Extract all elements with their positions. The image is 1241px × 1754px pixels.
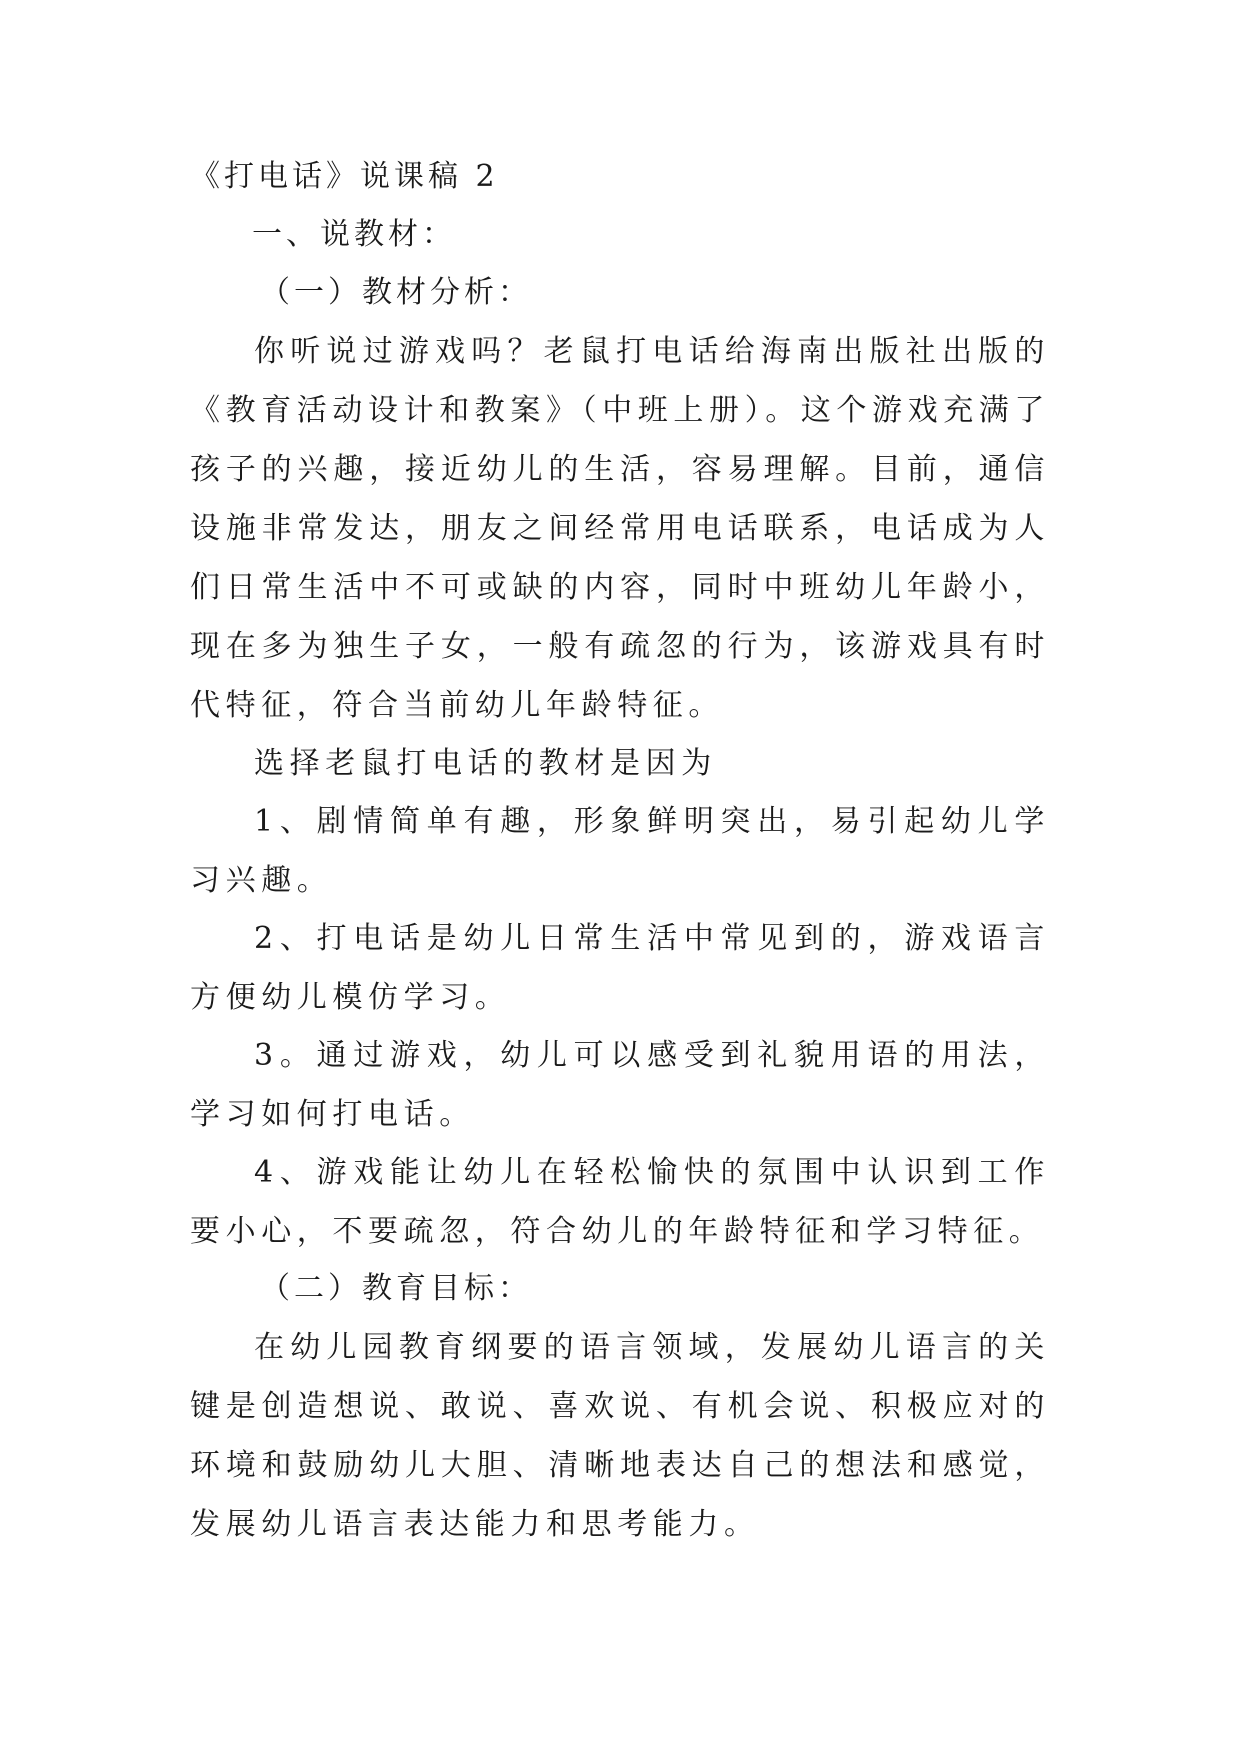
paragraph-goals: 在幼儿园教育纲要的语言领域，发展幼儿语言的关键是创造想说、敢说、喜欢说、有机会说、积极应对的环境和鼓励幼儿大胆、清晰地表达自己的想法和感觉，发展幼儿语言表达能力和思考能力。 <box>190 1330 1050 1542</box>
subsection-heading-analysis: （一）教材分析： <box>260 275 532 310</box>
section-heading-teaching-material: 一、说教材： <box>252 217 456 252</box>
paragraph-reason-intro: 选择老鼠打电话的教材是因为 <box>254 746 717 781</box>
paragraph-analysis: 你听说过游戏吗？老鼠打电话给海南出版社出版的《教育活动设计和教案》（中班上册）。这个游戏充满了孩子的兴趣，接近幼儿的生活，容易理解。目前，通信设施非常发达，朋友之间经常用电话联系，电话成为人们日常生活中不可或缺的内容，同时中班幼儿年龄小，现在多为独生子女，一般有疏忽的行为，该游戏具有时代特征，符合当前幼儿年龄特征。 <box>190 334 1050 723</box>
subsection-heading-goals: （二）教育目标： <box>260 1271 532 1306</box>
document-title: 《打电话》说课稿 2 <box>190 159 499 194</box>
list-item-2: 2、打电话是幼儿日常生活中常见到的，游戏语言方便幼儿模仿学习。 <box>190 921 1050 1015</box>
document-body <box>190 159 1050 1567</box>
list-item-1: 1、剧情简单有趣，形象鲜明突出，易引起幼儿学习兴趣。 <box>190 804 1050 898</box>
list-item-3: 3。通过游戏，幼儿可以感受到礼貌用语的用法，学习如何打电话。 <box>190 1038 1050 1132</box>
list-item-4: 4、游戏能让幼儿在轻松愉快的氛围中认识到工作要小心，不要疏忽，符合幼儿的年龄特征和学习特征。 <box>190 1155 1050 1249</box>
